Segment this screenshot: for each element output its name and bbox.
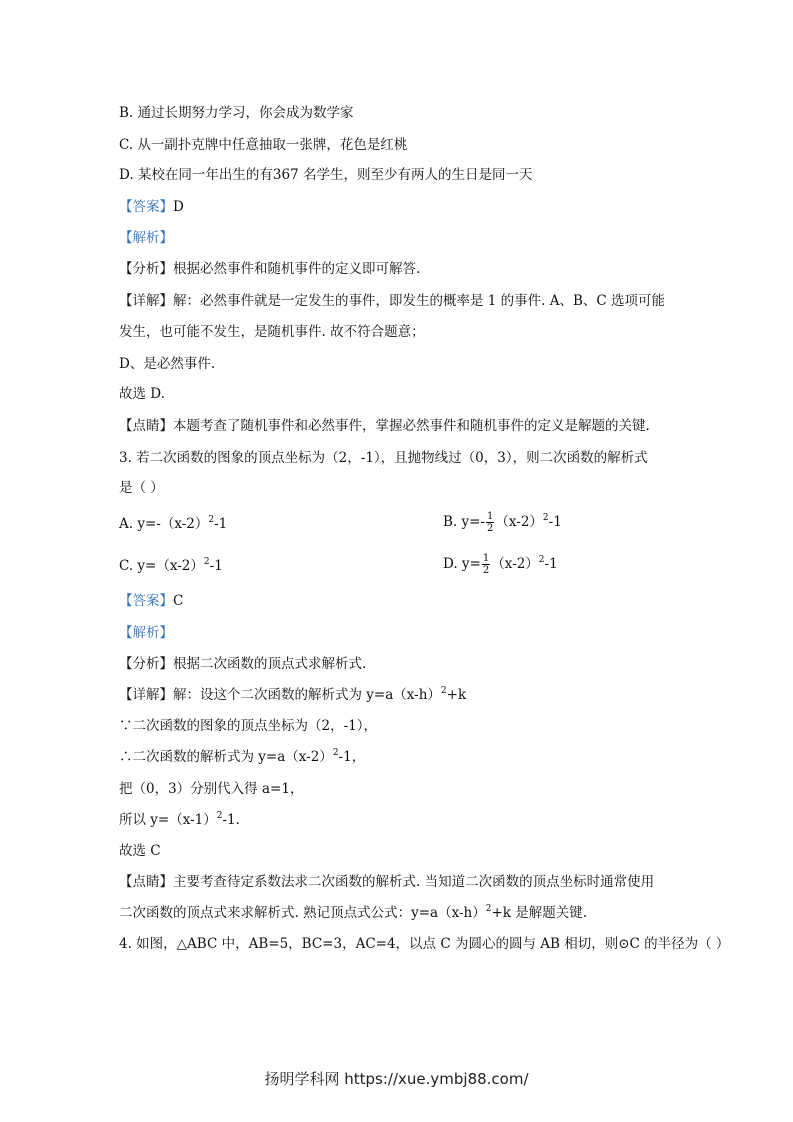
xiangjie-text: 解：必然事件就是一定发生的事件，即发生的概率是 1 的事件. A、B、C 选项可能 bbox=[173, 293, 666, 309]
exponent: 2 bbox=[208, 515, 215, 525]
exponent: 2 bbox=[216, 811, 223, 821]
dianjing-text: 主要考查待定系数法求二次函数的解析式. 当知道二次函数的顶点坐标时通常使用 bbox=[173, 874, 655, 890]
q3-answer bbox=[119, 592, 183, 610]
xiangjie-tag: 【详解】 bbox=[119, 293, 173, 309]
answer-tag: 【答案】 bbox=[119, 593, 173, 609]
q3-stem-line-2: 是（ ） bbox=[119, 480, 164, 496]
q2-analysis-tag bbox=[119, 229, 173, 247]
fraction: $\frac{1}{2}$ bbox=[482, 553, 490, 576]
fenxi-tag: 【分析】 bbox=[119, 656, 173, 672]
q2-xiangjie-line-2: 发生，也可能不发生，是随机事件. 故不符合题意； bbox=[119, 324, 425, 340]
fraction: $\frac{1}{2}$ bbox=[487, 511, 494, 534]
q3-option-c: C. $y=(x-2)^2-1$ bbox=[119, 557, 223, 574]
exponent: 2 bbox=[440, 686, 447, 696]
answer-tag: 【答案】 bbox=[119, 199, 173, 215]
q4-stem: 4. 如图，△ABC 中，AB=5，BC=3，AC=4，以点 C 为圆心的圆与 AB 相切，则⊙C 的半径为（ ） bbox=[119, 936, 730, 952]
q2-option-d: D. 某校在同一年出生的有367 名学生，则至少有两人的生日是同一天 bbox=[119, 167, 533, 183]
q3-analysis-tag bbox=[119, 624, 173, 642]
footer-watermark: 扬明学科网 https://xue.ymbj88.com/ bbox=[264, 1070, 529, 1088]
q2-conclusion: 故选 D. bbox=[119, 386, 165, 402]
exponent: 2 bbox=[332, 748, 339, 758]
q2-dianjing bbox=[119, 417, 650, 435]
analysis-tag: 【解析】 bbox=[119, 230, 173, 246]
analysis-tag: 【解析】 bbox=[119, 625, 173, 641]
q3-dianjing-line-2: 二次函数的顶点式来求解析式. 熟记顶点式公式：$y=a(x-h)^2+k$ 是解题关键. bbox=[119, 904, 588, 921]
q2-fenxi bbox=[119, 260, 420, 278]
q2-xiangjie-line-3: D、是必然事件. bbox=[119, 356, 216, 372]
q3-conclusion: 故选 C bbox=[119, 843, 161, 859]
q3-result: 所以 $y=(x-1)^2-1$. bbox=[119, 811, 240, 828]
q3-substitute: 把（0，3）分别代入得 a=1， bbox=[119, 781, 304, 797]
exponent: 2 bbox=[538, 555, 545, 565]
answer-value: D bbox=[173, 199, 184, 215]
q3-option-a: A. $y=-(x-2)^2-1$ bbox=[119, 515, 228, 532]
exponent: 2 bbox=[203, 557, 210, 567]
exponent: 2 bbox=[485, 904, 492, 914]
dianjing-tag: 【点睛】 bbox=[119, 874, 173, 890]
q3-xiangjie: 【详解】解：设这个二次函数的解析式为 $y=a(x-h)^2+k$ bbox=[119, 686, 467, 703]
fenxi-text: 根据必然事件和随机事件的定义即可解答. bbox=[173, 261, 421, 277]
q3-because: ∵二次函数的图象的顶点坐标为（2，-1）， bbox=[119, 718, 377, 734]
answer-value: C bbox=[173, 593, 184, 609]
xiangjie-tag: 【详解】 bbox=[119, 687, 173, 703]
exponent: 2 bbox=[542, 513, 549, 523]
q2-answer bbox=[119, 198, 184, 216]
q3-therefore: ∴二次函数的解析式为 $y=a(x-2)^2-1$， bbox=[119, 748, 366, 765]
q3-option-b: B. y=- $\frac{1}{2}$ $(x-2)^2-1$ bbox=[443, 511, 562, 534]
q3-dianjing-line-1 bbox=[119, 873, 654, 891]
dianjing-text: 本题考查了随机事件和必然事件，掌握必然事件和随机事件的定义是解题的关键. bbox=[173, 418, 650, 434]
q3-option-d: D. y= $\frac{1}{2}$ $(x-2)^2-1$ bbox=[443, 553, 558, 576]
dianjing-tag: 【点睛】 bbox=[119, 418, 173, 434]
q2-xiangjie-line-1 bbox=[119, 292, 665, 310]
q3-stem-line-1: 3. 若二次函数的图象的顶点坐标为（2，-1），且抛物线过（0，3），则二次函数的解析式 bbox=[119, 450, 648, 466]
q2-option-c: C. 从一副扑克牌中任意抽取一张牌，花色是红桃 bbox=[119, 137, 408, 153]
q3-fenxi bbox=[119, 655, 366, 673]
fenxi-tag: 【分析】 bbox=[119, 261, 173, 277]
q2-option-b: B. 通过长期努力学习，你会成为数学家 bbox=[119, 105, 354, 121]
fenxi-text: 根据二次函数的顶点式求解析式. bbox=[173, 656, 367, 672]
